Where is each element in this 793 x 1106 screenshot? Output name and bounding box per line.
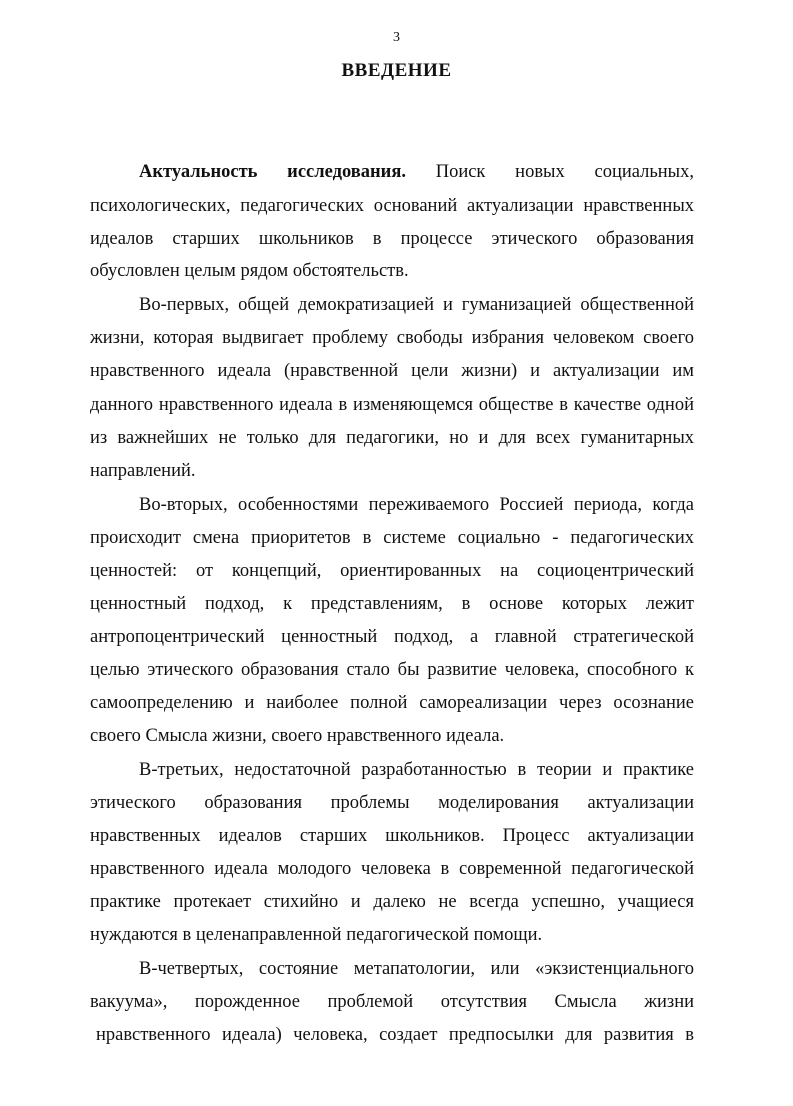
text-line: нравственных идеалов старших школьников. Процесс актуализации bbox=[90, 826, 694, 846]
text-line: нравственного идеала (нравственной цели жизни) и актуализации им bbox=[90, 361, 694, 381]
text-line: направлений. bbox=[90, 461, 196, 481]
text-line: данного нравственного идеала в изменяющемся обществе в качестве одной bbox=[90, 395, 694, 415]
text-line: антропоцентрический ценностный подход, а главной стратегической bbox=[90, 627, 694, 647]
text-line: Во-вторых, особенностями переживаемого Россией периода, когда bbox=[139, 495, 694, 515]
text-line: происходит смена приоритетов в системе социально - педагогических bbox=[90, 528, 694, 548]
text-line bbox=[139, 160, 694, 184]
bold-lead: Актуальность исследования. bbox=[139, 162, 406, 182]
page-title: ВВЕДЕНИЕ bbox=[341, 60, 452, 81]
text-line: самоопределению и наиболее полной самореализации через осознание bbox=[90, 693, 694, 713]
text-line: этического образования проблемы моделирования актуализации bbox=[90, 793, 694, 813]
page-number: 3 bbox=[393, 30, 400, 45]
text-line: вакуума», порожденное проблемой отсутствия Смысла жизни bbox=[90, 992, 694, 1012]
text-line: ценностей: от концепций, ориентированных на социоцентрический bbox=[90, 561, 694, 581]
text-line: целью этического образования стало бы развитие человека, способного к bbox=[90, 660, 694, 680]
text-line: обусловлен целым рядом обстоятельств. bbox=[90, 261, 409, 281]
text-line: ценностный подход, к представлениям, в основе которых лежит bbox=[90, 594, 694, 614]
text-line: психологических, педагогических оснований актуализации нравственных bbox=[90, 196, 694, 216]
text-line: идеалов старших школьников в процессе этического образования bbox=[90, 229, 694, 249]
text-line: нуждаются в целенаправленной педагогической помощи. bbox=[90, 925, 543, 945]
text-line: из важнейших не только для педагогики, но и для всех гуманитарных bbox=[90, 428, 694, 448]
line-text: Поиск новых социальных, bbox=[435, 162, 694, 182]
text-line: своего Смысла жизни, своего нравственного идеала. bbox=[90, 726, 505, 746]
text-line: Во-первых, общей демократизацией и гуманизацией общественной bbox=[139, 295, 694, 315]
text-line: нравственного идеала) человека, создает предпосылки для развития в bbox=[96, 1025, 694, 1045]
text-line: практике протекает стихийно и далеко не всегда успешно, учащиеся bbox=[90, 892, 694, 912]
text-line: В-четвертых, состояние метапатологии, или «экзистенциального bbox=[139, 959, 694, 979]
text-line: жизни, которая выдвигает проблему свободы избрания человеком своего bbox=[90, 328, 694, 348]
text-line: нравственного идеала молодого человека в современной педагогической bbox=[90, 859, 694, 879]
text-line: В-третьих, недостаточной разработанностью в теории и практике bbox=[139, 760, 694, 780]
